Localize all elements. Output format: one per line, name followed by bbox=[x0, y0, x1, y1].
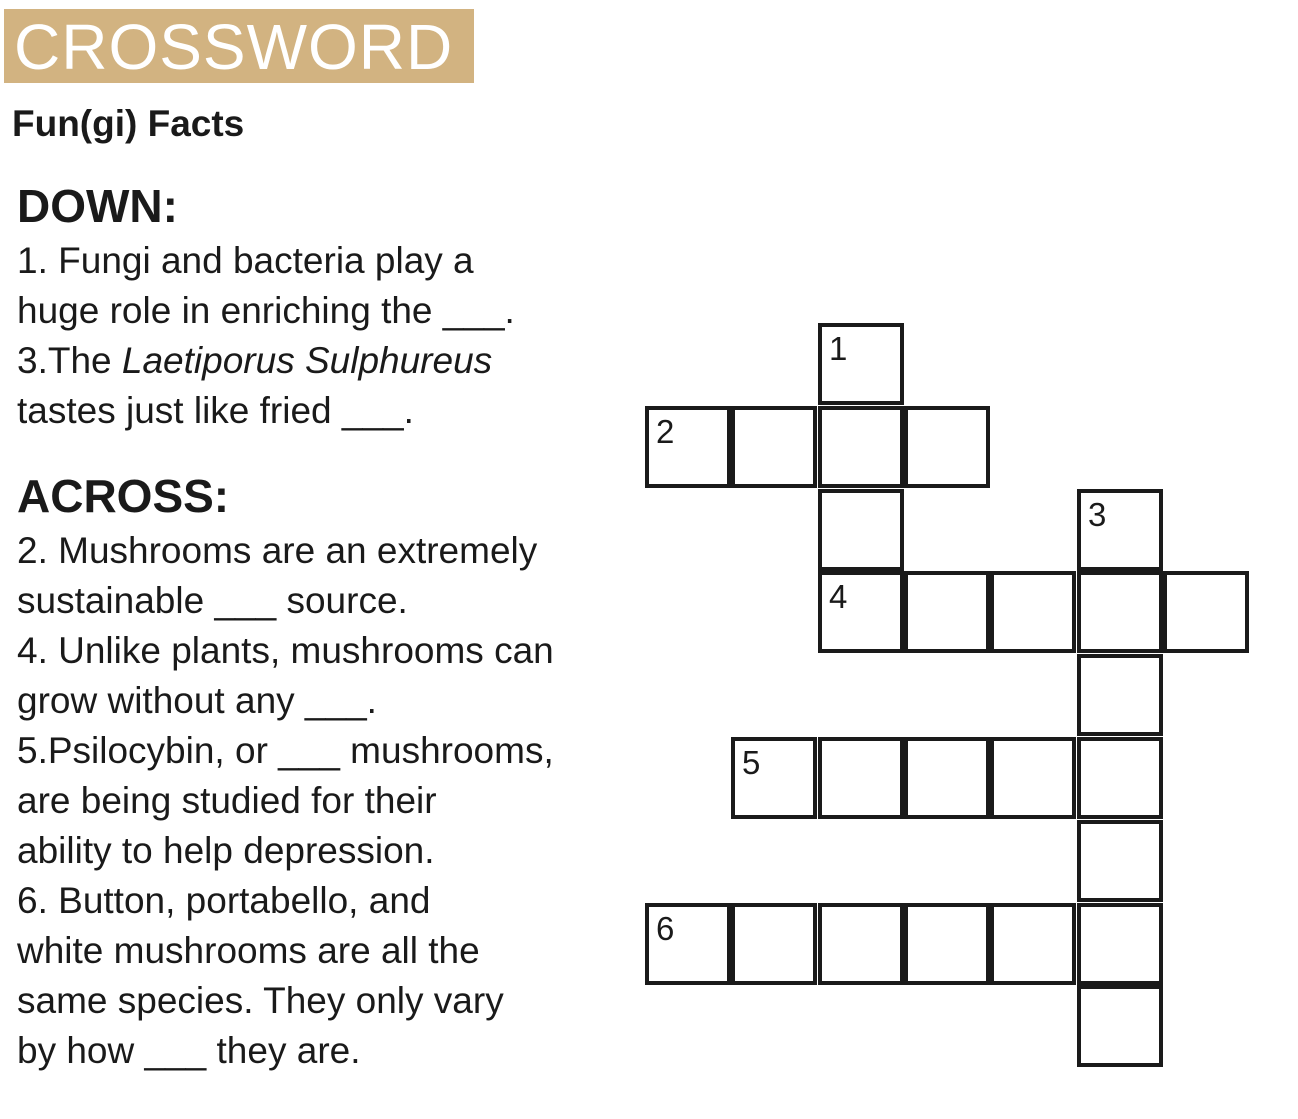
across-clue-6-line-2: white mushrooms are all the bbox=[17, 930, 480, 971]
clue-number-2: 2 bbox=[656, 413, 675, 450]
across-clue-6-line-1: 6. Button, portabello, and bbox=[17, 880, 431, 921]
across-clue-2-line-2: sustainable ___ source. bbox=[17, 580, 408, 621]
crossword-cell[interactable] bbox=[1077, 571, 1163, 653]
down-clue-1-line-2: huge role in enriching the ___. bbox=[17, 290, 515, 331]
crossword-cell[interactable] bbox=[818, 489, 904, 571]
down-clue-3-line-2: tastes just like fried ___. bbox=[17, 390, 414, 431]
crossword-cell[interactable] bbox=[990, 903, 1076, 985]
crossword-cell[interactable] bbox=[818, 406, 904, 488]
crossword-cell[interactable] bbox=[1077, 985, 1163, 1067]
clue-number-5: 5 bbox=[742, 744, 761, 781]
crossword-cell[interactable] bbox=[1077, 489, 1163, 571]
crossword-cell[interactable] bbox=[1077, 903, 1163, 985]
crossword-cell[interactable] bbox=[645, 903, 731, 985]
crossword-cell[interactable] bbox=[731, 737, 817, 819]
across-clue-4-line-1: 4. Unlike plants, mushrooms can bbox=[17, 630, 554, 671]
across-clue-6-line-4: by how ___ they are. bbox=[17, 1030, 361, 1071]
crossword-cell[interactable] bbox=[990, 737, 1076, 819]
crossword-cell[interactable] bbox=[1163, 571, 1249, 653]
crossword-cell[interactable] bbox=[818, 903, 904, 985]
crossword-cell[interactable] bbox=[904, 571, 990, 653]
crossword-cell[interactable] bbox=[818, 737, 904, 819]
across-clue-5-line-1: 5.Psilocybin, or ___ mushrooms, bbox=[17, 730, 554, 771]
crossword-cell[interactable] bbox=[990, 571, 1076, 653]
across-clue-5-line-2: are being studied for their bbox=[17, 780, 437, 821]
down-clue-3-species: Laetiporus Sulphureus bbox=[121, 340, 493, 381]
banner-title: CROSSWORD bbox=[14, 11, 454, 83]
crossword-cell[interactable] bbox=[731, 903, 817, 985]
across-clue-5-line-3: ability to help depression. bbox=[17, 830, 435, 871]
crossword-cell[interactable] bbox=[818, 571, 904, 653]
clue-number-1: 1 bbox=[829, 330, 848, 367]
down-heading: DOWN: bbox=[17, 180, 178, 232]
crossword-cell[interactable] bbox=[1077, 654, 1163, 736]
crossword-cell[interactable] bbox=[1077, 820, 1163, 902]
down-clue-3-prefix: 3.The bbox=[17, 340, 122, 381]
clue-number-6: 6 bbox=[656, 910, 675, 947]
crossword-cell[interactable] bbox=[904, 903, 990, 985]
crossword-cell[interactable] bbox=[818, 323, 904, 405]
across-clue-2-line-1: 2. Mushrooms are an extremely bbox=[17, 530, 538, 571]
across-clue-6-line-3: same species. They only vary bbox=[17, 980, 504, 1021]
crossword-cell[interactable] bbox=[904, 737, 990, 819]
crossword-cell[interactable] bbox=[904, 406, 990, 488]
across-heading: ACROSS: bbox=[17, 470, 230, 522]
clue-number-3: 3 bbox=[1088, 496, 1107, 533]
crossword-cell[interactable] bbox=[645, 406, 731, 488]
down-clue-1-line-1: 1. Fungi and bacteria play a bbox=[17, 240, 474, 281]
crossword-cell[interactable] bbox=[1077, 737, 1163, 819]
puzzle-subtitle: Fun(gi) Facts bbox=[12, 103, 245, 144]
crossword-cell[interactable] bbox=[731, 406, 817, 488]
clue-number-4: 4 bbox=[829, 578, 848, 615]
across-clue-4-line-2: grow without any ___. bbox=[17, 680, 377, 721]
